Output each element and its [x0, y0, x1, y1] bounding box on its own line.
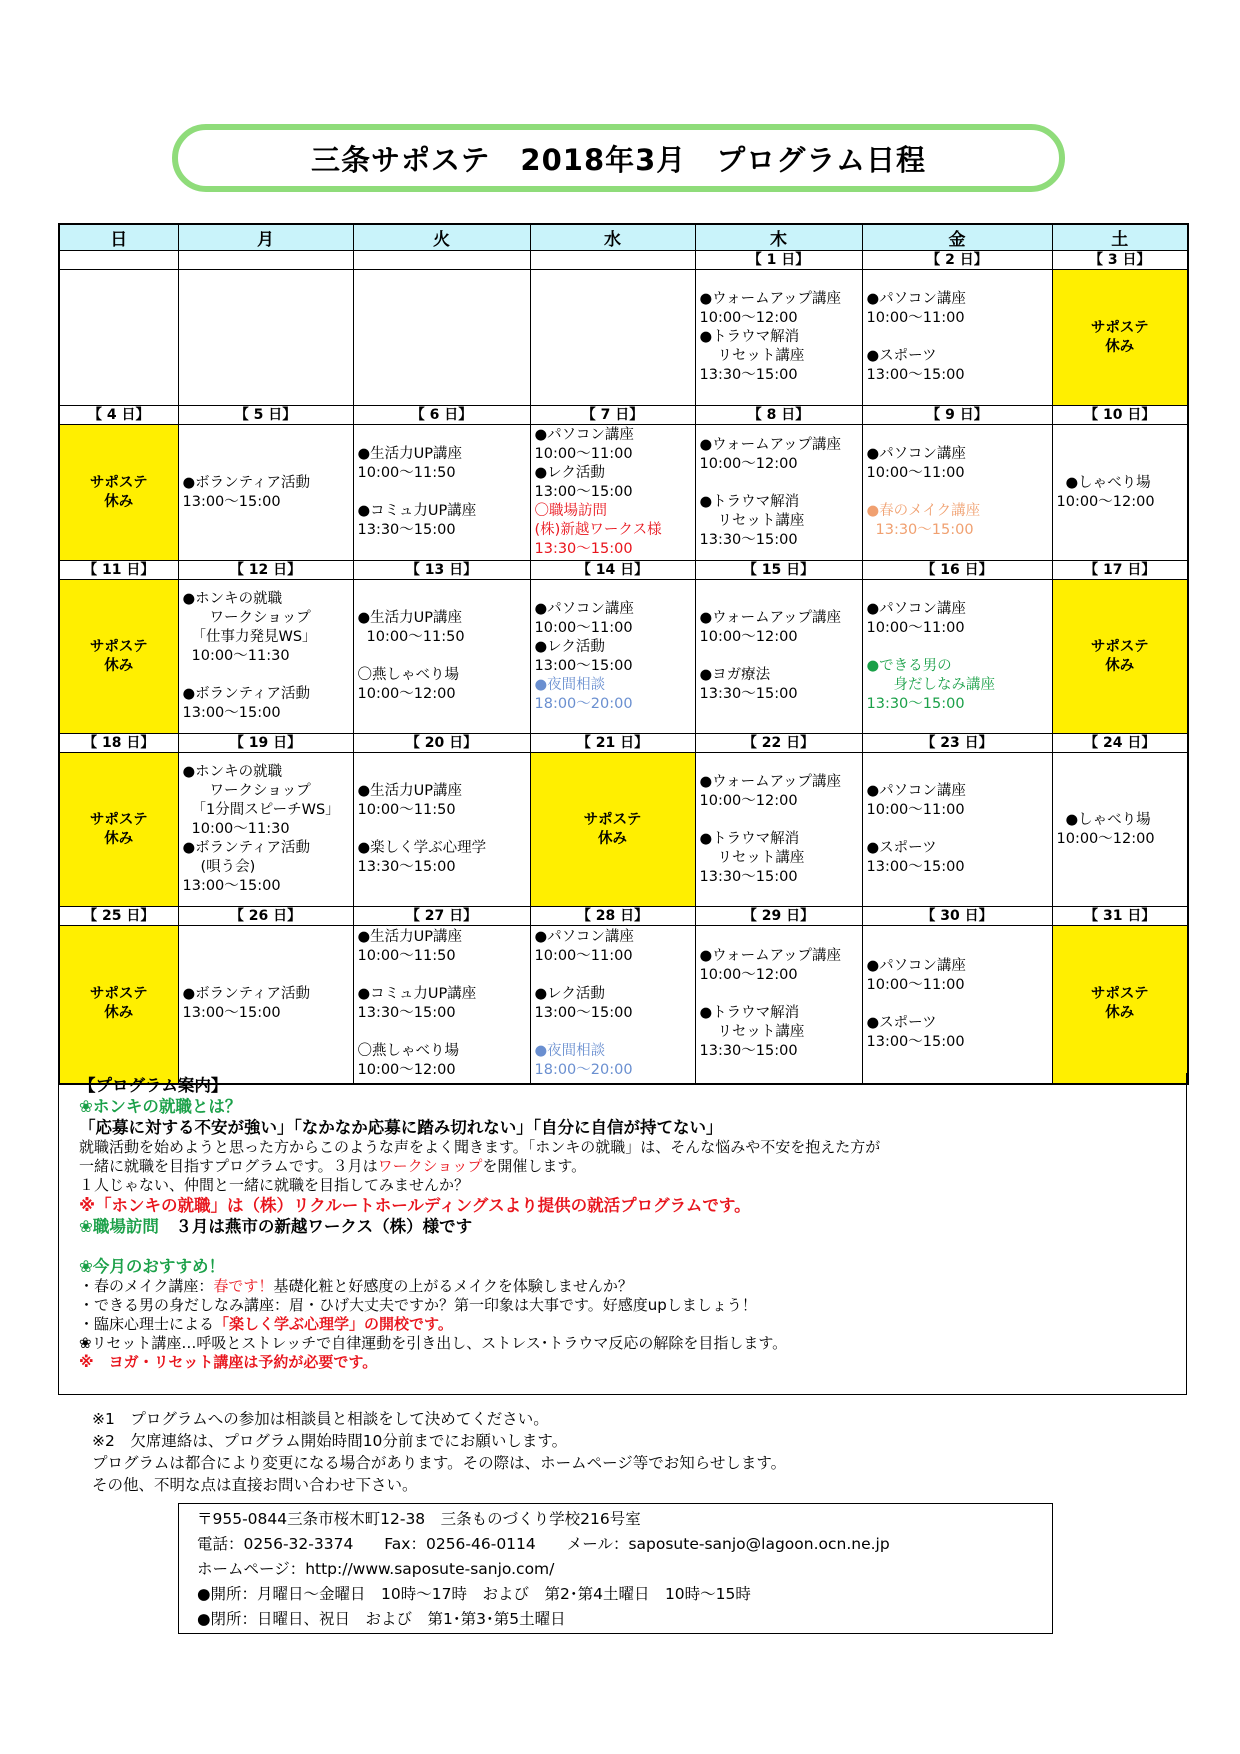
event-detail: 13:30～15:00: [699, 367, 798, 383]
event-detail: 休み: [1105, 338, 1135, 355]
event-detail: 10:00～11:00: [866, 310, 965, 326]
weekday-header: 月: [178, 224, 353, 251]
event-detail: 10:00～12:00: [1056, 493, 1155, 510]
contact-box: [178, 1503, 1053, 1634]
date-label: 【 23 日】: [862, 734, 1052, 753]
date-label: 【 16 日】: [862, 561, 1052, 580]
contact-address: 〒955-0844三条市桜木町12-38 三条ものづくり学校216号室: [197, 1510, 641, 1528]
empty-day-cell: [353, 270, 530, 406]
day-cell: [695, 753, 862, 907]
event-detail: 10:00～11:00: [866, 465, 965, 481]
weekday-header: 金: [862, 224, 1052, 251]
date-label: 【 10 日】: [1052, 406, 1188, 425]
event-detail: リセット講座: [717, 512, 805, 529]
weekday-header: 火: [353, 224, 530, 251]
calendar-table: [58, 223, 1189, 1085]
event-detail: 10:00～12:00: [699, 310, 798, 326]
day-cell: [353, 425, 530, 561]
date-label: 【 13 日】: [353, 561, 530, 580]
event-detail: 13:00～15:00: [534, 1005, 633, 1022]
date-label: 【 25 日】: [59, 907, 178, 926]
event-detail: 10:00～11:00: [866, 619, 965, 636]
date-label: 【 29 日】: [695, 907, 862, 926]
day-cell: [862, 926, 1052, 1084]
event-detail: 10:00～12:00: [699, 629, 798, 645]
event-detail: 18:00～20:00: [534, 695, 633, 712]
event-detail: 休み: [598, 830, 627, 847]
event-detail: 10:00～11:50: [357, 802, 456, 818]
events-row: [59, 753, 1188, 907]
event-detail: 「仕事力発見WS」: [191, 629, 317, 645]
event-detail: サポステ: [89, 986, 148, 1003]
closed-day-cell: [59, 580, 178, 734]
event-detail: 18:00～20:00: [534, 1062, 633, 1079]
date-label: 【 15 日】: [695, 561, 862, 580]
date-label: [353, 251, 530, 270]
event-title: ●楽しく学ぶ心理学: [357, 840, 487, 856]
event-title: ●パソコン講座: [866, 446, 966, 462]
closed-day-cell: [1052, 580, 1188, 734]
event-title: ●生活力UP講座: [357, 446, 463, 462]
event-detail: 13:00～15:00: [182, 705, 281, 721]
page-title: 三条サポステ 2018年3月 プログラム日程: [172, 124, 1065, 192]
event-title: ●コミュ力UP講座: [357, 503, 477, 519]
date-label: 【 21 日】: [530, 734, 695, 753]
event-title: ●ボランティア活動: [182, 686, 310, 702]
event-detail: サポステ: [1090, 986, 1149, 1003]
event-detail: (唄う会): [200, 859, 256, 875]
events-row: [59, 425, 1188, 561]
event-detail: (株)新越ワークス様: [534, 522, 662, 538]
event-detail: 10:00～12:00: [699, 455, 798, 472]
event-detail: 10:00～11:30: [191, 821, 290, 837]
event-title: ●ヨガ療法: [699, 667, 771, 683]
notes: [92, 1408, 1092, 1496]
event-detail: 「1分間スピーチWS」: [191, 802, 340, 818]
day-cell: [695, 926, 862, 1084]
event-detail: 10:00～11:00: [866, 976, 965, 993]
day-cell: [178, 580, 353, 734]
event-detail: 13:30～15:00: [699, 531, 798, 548]
date-label: 【 26 日】: [178, 907, 353, 926]
event-title: ●パソコン講座: [866, 957, 966, 974]
closed-day-cell: [59, 425, 178, 561]
info-heading: 【プログラム案内】: [79, 1076, 228, 1095]
note-4: その他、不明な点は直接お問い合わせ下さい。: [92, 1476, 418, 1494]
event-detail: 10:00～11:00: [534, 619, 633, 636]
weekday-header: 木: [695, 224, 862, 251]
program-info: [58, 1073, 1187, 1395]
event-detail: サポステ: [1090, 319, 1149, 336]
event-detail: 10:00～11:50: [357, 465, 456, 481]
day-cell: [178, 425, 353, 561]
day-cell: [178, 753, 353, 907]
date-label: 【 12 日】: [178, 561, 353, 580]
event-detail: 13:30～15:00: [357, 522, 456, 538]
recommend-item-4: ❀リセット講座…呼吸とストレッチで自律運動を引き出し、ストレス･トラウマ反応の解除を目指します。: [79, 1334, 788, 1352]
event-detail: 13:30～15:00: [699, 1043, 798, 1060]
date-label: 【 20 日】: [353, 734, 530, 753]
event-title: ●春のメイク講座: [866, 503, 981, 519]
contact-open-hours: ●開所：月曜日～金曜日 10時～17時 および 第2･第4土曜日 10時～15時: [197, 1585, 751, 1603]
date-label: 【 18 日】: [59, 734, 178, 753]
recommend-item-2: ・できる男の身だしなみ講座：眉・ひげ大丈夫ですか？第一印象は大事です。好感度upしましょう！: [79, 1296, 757, 1314]
event-title: ●ボランティア活動: [182, 840, 310, 856]
event-title: ●トラウマ解消: [699, 1005, 800, 1022]
event-detail: サポステ: [1090, 638, 1149, 655]
event-title: ●パソコン講座: [534, 929, 634, 946]
event-detail: サポステ: [89, 474, 148, 491]
event-detail: 13:00～15:00: [534, 657, 633, 674]
event-title: ●ウォームアップ講座: [699, 948, 842, 965]
date-label: 【 17 日】: [1052, 561, 1188, 580]
date-row: [59, 907, 1188, 926]
date-row: [59, 734, 1188, 753]
event-detail: リセット講座: [717, 849, 805, 866]
event-detail: 休み: [104, 830, 134, 847]
event-title: ●パソコン講座: [866, 783, 966, 799]
event-title: ●ウォームアップ講座: [699, 436, 842, 453]
day-cell: [1052, 753, 1188, 907]
event-title: ●トラウマ解消: [699, 493, 800, 510]
date-label: 【 19 日】: [178, 734, 353, 753]
date-label: 【 7 日】: [530, 406, 695, 425]
event-detail: 休み: [104, 1005, 134, 1022]
events-row: [59, 926, 1188, 1084]
event-title: ●パソコン講座: [866, 600, 966, 617]
note-3: プログラムは都合により変更になる場合があります。その際は、ホームページ等でお知らせします。: [92, 1454, 787, 1472]
event-detail: 10:00～12:00: [699, 792, 798, 809]
event-detail: 10:00～11:00: [866, 802, 965, 818]
recommend-item-3: ・臨床心理士による「楽しく学ぶ心理学」の開校です。: [79, 1315, 453, 1333]
closed-day-cell: [59, 926, 178, 1084]
date-row: [59, 406, 1188, 425]
empty-day-cell: [178, 270, 353, 406]
date-label: 【 9 日】: [862, 406, 1052, 425]
day-cell: [862, 270, 1052, 406]
event-detail: 13:30～15:00: [699, 686, 798, 702]
event-detail: 13:00～15:00: [182, 878, 281, 894]
date-label: 【 22 日】: [695, 734, 862, 753]
event-detail: 13:00～15:00: [182, 493, 281, 510]
day-cell: [353, 926, 530, 1084]
weekday-header: 土: [1052, 224, 1188, 251]
date-label: 【 5 日】: [178, 406, 353, 425]
contact-phone: 電話：0256-32-3374 Fax：0256-46-0114 メール：saposute-sanjo@lagoon.ocn.ne.jp: [197, 1535, 890, 1553]
day-cell: [530, 926, 695, 1084]
day-cell: [1052, 425, 1188, 561]
day-cell: [695, 580, 862, 734]
date-label: [530, 251, 695, 270]
day-cell: [862, 425, 1052, 561]
event-title: ●スポーツ: [866, 840, 937, 856]
event-detail: 10:00～11:00: [534, 948, 633, 965]
event-title: ●しゃべり場: [1065, 811, 1151, 828]
event-detail: サポステ: [89, 811, 148, 828]
date-label: 【 28 日】: [530, 907, 695, 926]
event-detail: 13:30～15:00: [534, 541, 633, 557]
honki-paragraph-2: 一緒に就職を目指すプログラムです。３月はワークショップを開催します。: [79, 1157, 587, 1175]
event-title: ●パソコン講座: [534, 600, 634, 617]
date-label: 【 30 日】: [862, 907, 1052, 926]
event-title: 〇職場訪問: [534, 503, 607, 519]
event-detail: 10:00～12:00: [1056, 830, 1155, 847]
honki-paragraph-1: 就職活動を始めようと思った方からこのような声をよく聞きます。「ホンキの就職」は、そんな悩みや不安を抱えた方が: [79, 1138, 881, 1156]
event-detail: 13:30～15:00: [875, 522, 974, 538]
event-title: ●レク活動: [534, 465, 605, 481]
event-title: ●レク活動: [534, 986, 605, 1003]
event-title: ●スポーツ: [866, 348, 937, 364]
event-detail: 13:00～15:00: [182, 1005, 281, 1022]
day-cell: [178, 926, 353, 1084]
event-title: ●スポーツ: [866, 1014, 937, 1031]
weekday-header: 日: [59, 224, 178, 251]
event-title: 〇燕しゃべり場: [357, 1043, 459, 1060]
day-cell: [695, 270, 862, 406]
day-cell: [530, 580, 695, 734]
event-detail: 身だしなみ講座: [893, 676, 995, 693]
note-1: ※1 プログラムへの参加は相談員と相談をして決めてください。: [92, 1410, 549, 1428]
date-label: 【 2 日】: [862, 251, 1052, 270]
event-detail: 休み: [104, 493, 134, 510]
date-label: 【 31 日】: [1052, 907, 1188, 926]
event-title: ●パソコン講座: [534, 427, 634, 443]
date-label: 【 1 日】: [695, 251, 862, 270]
event-title: ●トラウマ解消: [699, 329, 800, 345]
event-detail: 10:00～12:00: [699, 967, 798, 984]
event-title: ●ボランティア活動: [182, 474, 310, 491]
event-detail: 10:00～11:50: [357, 948, 456, 965]
event-detail: 休み: [1105, 657, 1135, 674]
event-title: ●トラウマ解消: [699, 830, 800, 847]
date-label: 【 27 日】: [353, 907, 530, 926]
event-title: ●生活力UP講座: [357, 783, 463, 799]
event-title: ●夜間相談: [534, 1043, 606, 1060]
closed-day-cell: [59, 753, 178, 907]
date-label: 【 14 日】: [530, 561, 695, 580]
event-detail: 休み: [104, 657, 134, 674]
closed-day-cell: [1052, 270, 1188, 406]
event-detail: 13:00～15:00: [866, 367, 965, 383]
event-detail: 10:00～11:30: [191, 648, 290, 664]
event-title: ●夜間相談: [534, 676, 606, 693]
event-title: ●ホンキの就職: [182, 764, 283, 780]
closed-day-cell: [530, 753, 695, 907]
empty-day-cell: [59, 270, 178, 406]
event-title: ●パソコン講座: [866, 291, 966, 307]
date-label: 【 4 日】: [59, 406, 178, 425]
date-label: [178, 251, 353, 270]
event-detail: リセット講座: [717, 348, 805, 364]
events-row: [59, 580, 1188, 734]
event-title: ●しゃべり場: [1065, 474, 1151, 491]
workplace-visit: ❀職場訪問 ３月は燕市の新越ワークス（株）様です: [79, 1217, 473, 1236]
event-detail: 10:00～12:00: [357, 1062, 456, 1079]
event-detail: 13:00～15:00: [866, 859, 965, 875]
event-detail: 13:00～15:00: [866, 1033, 965, 1050]
event-detail: ワークショップ: [209, 610, 311, 626]
note-2: ※2 欠席連絡は、プログラム開始時間10分前までにお願いします。: [92, 1432, 568, 1450]
contact-homepage[interactable]: ホームページ：http://www.saposute-sanjo.com/: [197, 1560, 555, 1578]
event-title: ●ウォームアップ講座: [699, 773, 842, 790]
weekday-header-row: [59, 224, 1188, 251]
contact-closed-days: ●閉所：日曜日、祝日 および 第1･第3･第5土曜日: [197, 1610, 566, 1628]
date-row: [59, 251, 1188, 270]
date-label: 【 6 日】: [353, 406, 530, 425]
event-title: ●ボランティア活動: [182, 986, 310, 1003]
events-row: [59, 270, 1188, 406]
day-cell: [695, 425, 862, 561]
event-detail: サポステ: [583, 811, 642, 828]
event-detail: サポステ: [89, 638, 148, 655]
date-row: [59, 561, 1188, 580]
empty-day-cell: [530, 270, 695, 406]
day-cell: [353, 580, 530, 734]
recommend-item-5: ※ ヨガ・リセット講座は予約が必要です。: [79, 1353, 378, 1371]
recommend-title: ❀今月のおすすめ！: [79, 1257, 225, 1276]
honki-note: ※「ホンキの就職」は（株）リクルートホールディングスより提供の就活プログラムです。: [79, 1196, 751, 1215]
event-title: ●ウォームアップ講座: [699, 610, 842, 626]
honki-title: ❀ホンキの就職とは？: [79, 1097, 242, 1116]
event-detail: リセット講座: [717, 1024, 805, 1041]
day-cell: [862, 580, 1052, 734]
day-cell: [530, 425, 695, 561]
event-title: ●ウォームアップ講座: [699, 291, 842, 307]
event-title: ●コミュ力UP講座: [357, 986, 477, 1003]
date-label: 【 8 日】: [695, 406, 862, 425]
day-cell: [353, 753, 530, 907]
event-title: 〇燕しゃべり場: [357, 667, 459, 683]
event-detail: 13:30～15:00: [699, 868, 798, 885]
date-label: [59, 251, 178, 270]
day-cell: [862, 753, 1052, 907]
weekday-header: 水: [530, 224, 695, 251]
event-title: ●生活力UP講座: [357, 610, 463, 626]
event-detail: 13:00～15:00: [534, 484, 633, 500]
closed-day-cell: [1052, 926, 1188, 1084]
event-detail: 10:00～11:50: [366, 629, 465, 645]
date-label: 【 11 日】: [59, 561, 178, 580]
event-detail: 13:30～15:00: [357, 859, 456, 875]
recommend-item-1: ・春のメイク講座：春です！基礎化粧と好感度の上がるメイクを体験しませんか？: [79, 1277, 633, 1295]
event-detail: 10:00～11:00: [534, 446, 633, 462]
event-title: ●ホンキの就職: [182, 591, 283, 607]
event-detail: 13:30～15:00: [357, 1005, 456, 1022]
date-label: 【 24 日】: [1052, 734, 1188, 753]
event-detail: 10:00～12:00: [357, 686, 456, 702]
honki-quote: 「応募に対する不安が強い」「なかなか応募に踏み切れない」「自分に自信が持てない」: [79, 1118, 723, 1137]
date-label: 【 3 日】: [1052, 251, 1188, 270]
event-title: ●生活力UP講座: [357, 929, 463, 946]
event-title: ●できる男の: [866, 657, 952, 674]
honki-paragraph-3: １人じゃない、仲間と一緒に就職を目指してみませんか？: [79, 1176, 470, 1194]
event-detail: 13:30～15:00: [866, 695, 965, 712]
event-detail: ワークショップ: [209, 783, 311, 799]
event-title: ●レク活動: [534, 638, 605, 655]
event-detail: 休み: [1105, 1005, 1135, 1022]
